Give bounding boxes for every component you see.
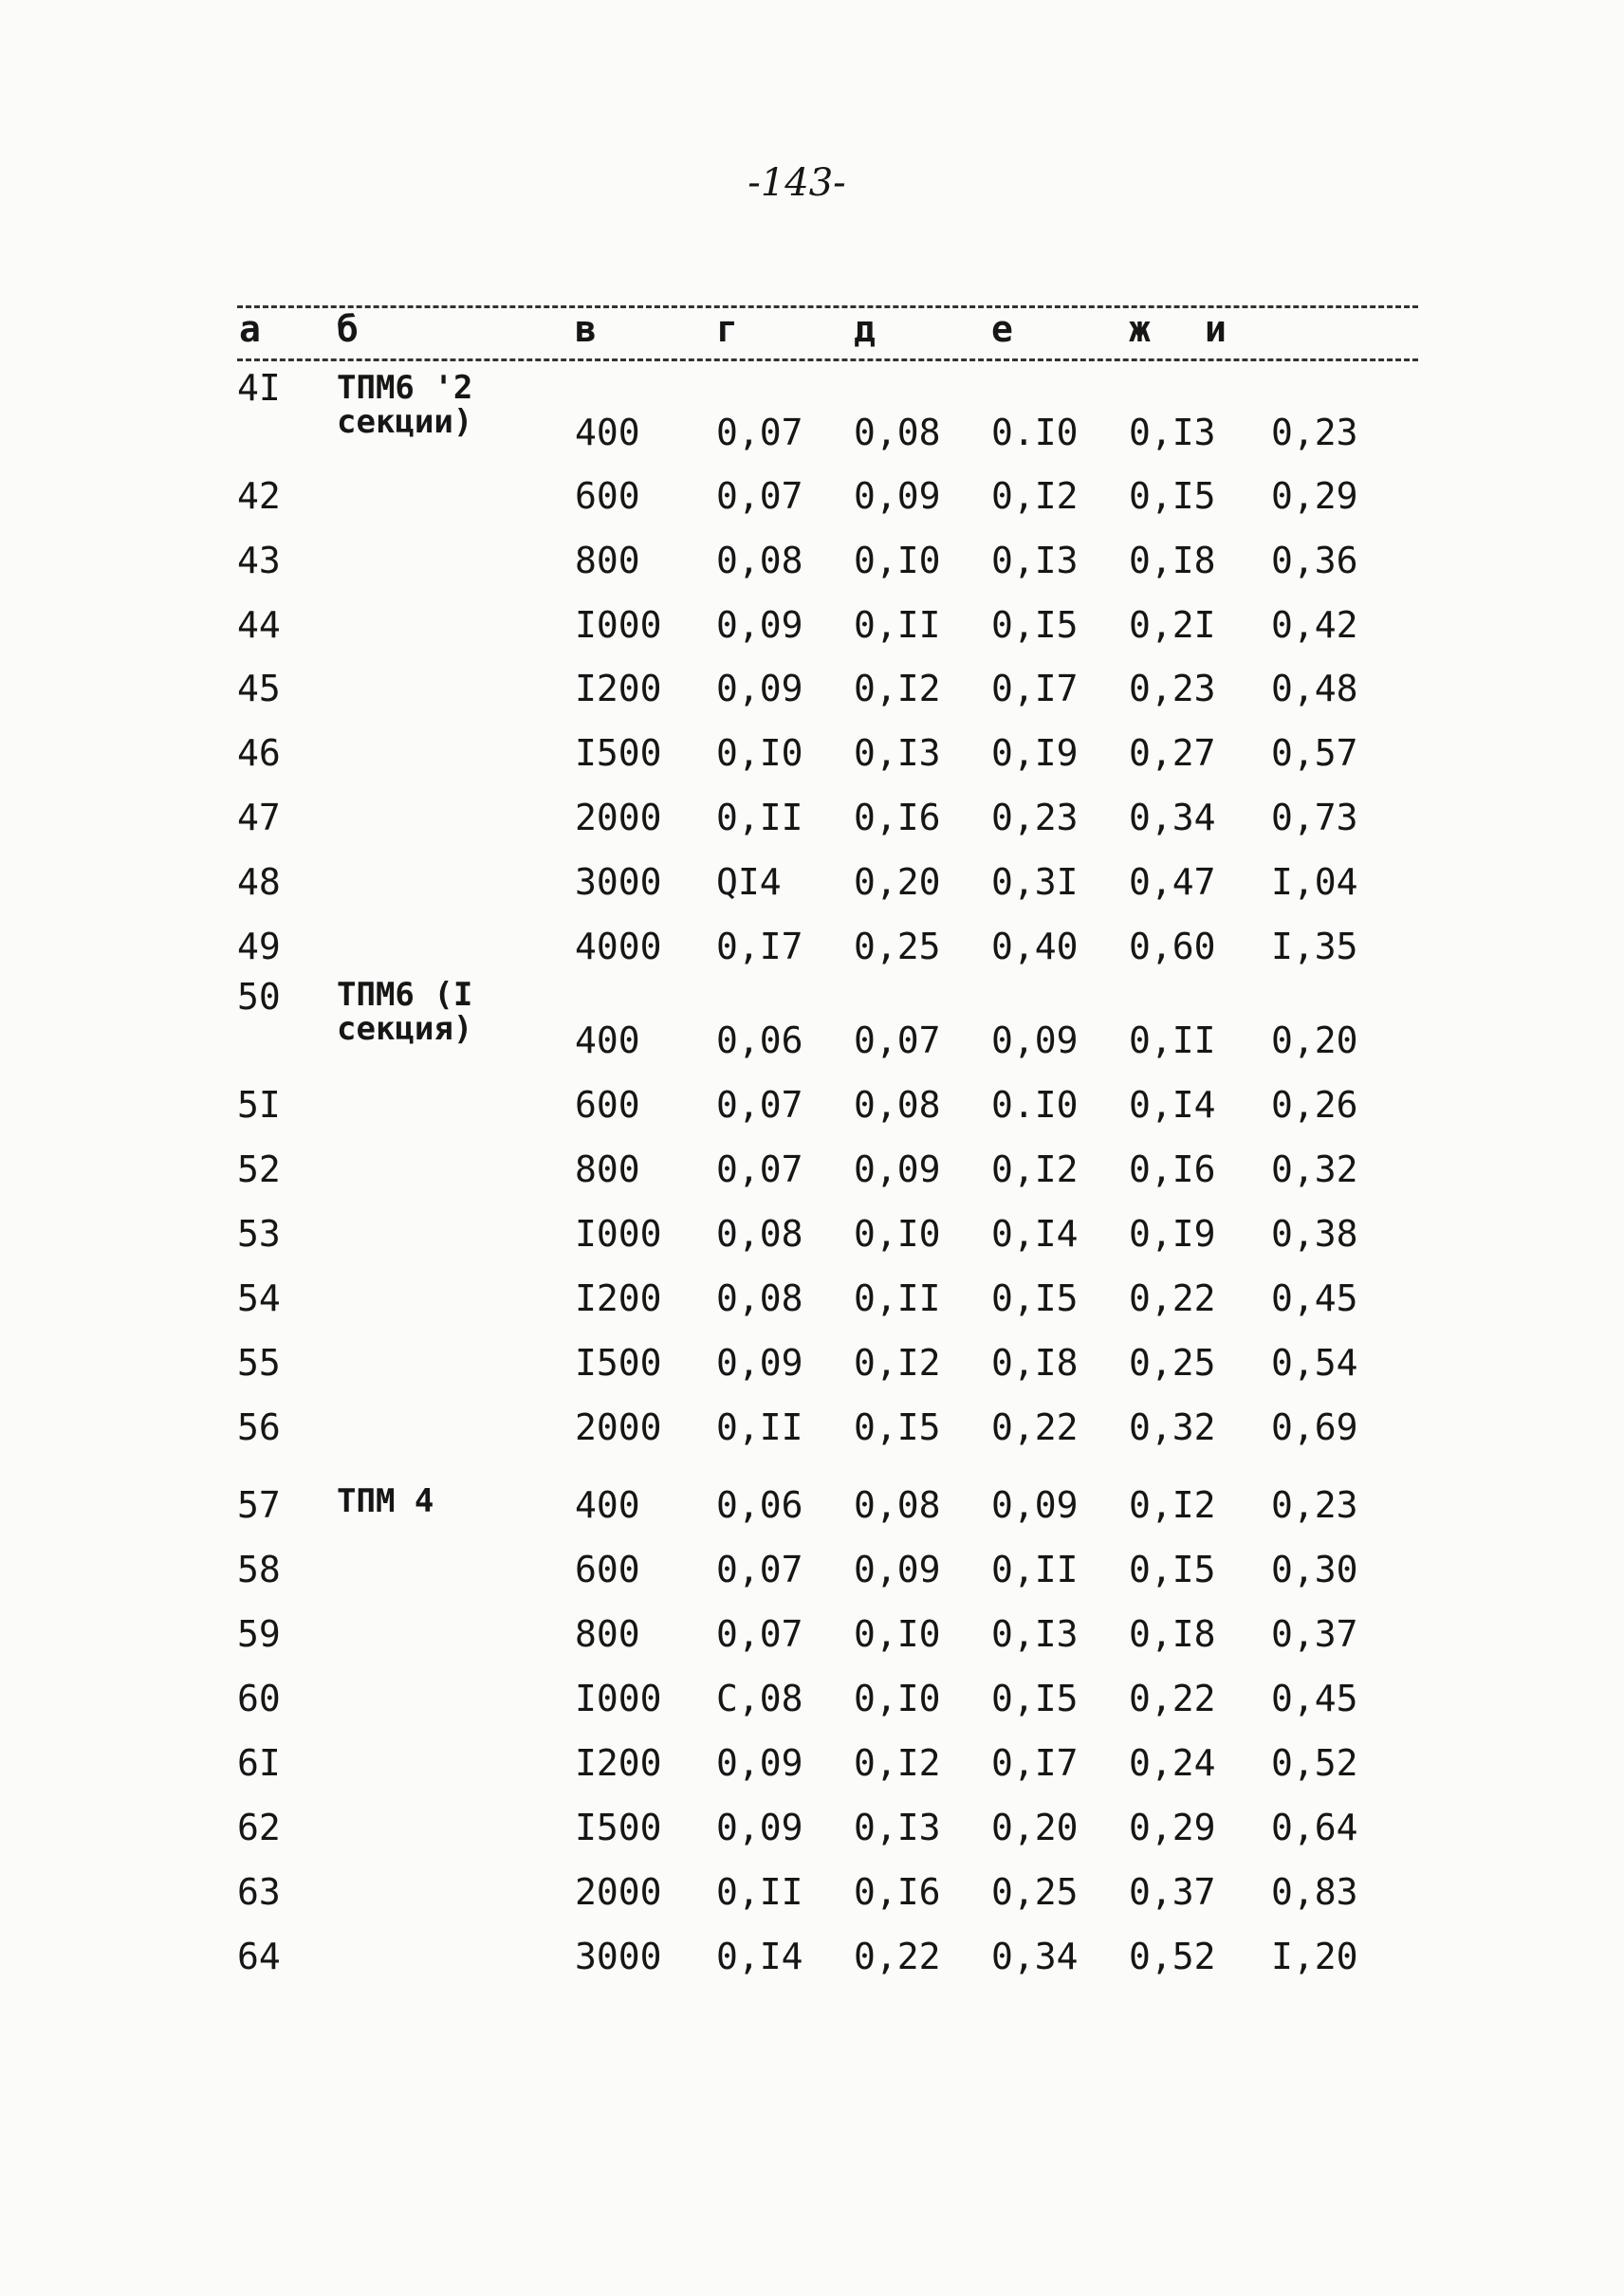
cell-zh: 0,23 xyxy=(1129,668,1216,709)
cell-d: 0,07 xyxy=(854,1019,941,1061)
cell-g: 0,07 xyxy=(716,1613,803,1655)
cell-d: 0,I5 xyxy=(854,1406,941,1448)
cell-zh: 0,22 xyxy=(1129,1277,1216,1319)
cell-a: 59 xyxy=(237,1613,281,1655)
cell-zh: 0,I9 xyxy=(1129,1213,1216,1255)
cell-zh: 0,34 xyxy=(1129,797,1216,838)
cell-i: 0,64 xyxy=(1271,1807,1358,1848)
cell-d: 0,II xyxy=(854,604,941,646)
cell-d: 0,I0 xyxy=(854,1213,941,1255)
cell-g: 0,06 xyxy=(716,1019,803,1061)
cell-e: 0,09 xyxy=(991,1484,1079,1526)
cell-i: 0,23 xyxy=(1271,1484,1358,1526)
cell-d: 0,09 xyxy=(854,1148,941,1190)
group-name-line1: ТПМ6 (I xyxy=(337,976,473,1014)
cell-v: I000 xyxy=(575,1678,662,1719)
cell-i: 0,29 xyxy=(1271,475,1358,517)
cell-a: 63 xyxy=(237,1871,281,1913)
cell-a: 48 xyxy=(237,861,281,903)
cell-g: 0,08 xyxy=(716,540,803,581)
cell-d: 0,08 xyxy=(854,1484,941,1526)
cell-a: 46 xyxy=(237,732,281,774)
cell-e: 0,I3 xyxy=(991,540,1079,581)
group-name-line2: секция) xyxy=(337,1010,473,1048)
cell-g: 0,07 xyxy=(716,1084,803,1126)
cell-zh: 0,I3 xyxy=(1129,412,1216,453)
cell-v: 800 xyxy=(575,1613,640,1655)
cell-zh: 0,25 xyxy=(1129,1342,1216,1384)
cell-e: 0,I5 xyxy=(991,604,1079,646)
cell-i: I,04 xyxy=(1271,861,1358,903)
header-bottom-rule xyxy=(237,358,1418,361)
group-name-line2: секции) xyxy=(337,403,473,441)
header-col-d: д xyxy=(854,308,876,350)
cell-v: 800 xyxy=(575,540,640,581)
cell-a: 5I xyxy=(237,1084,281,1126)
cell-i: 0,52 xyxy=(1271,1742,1358,1784)
cell-g: 0,09 xyxy=(716,604,803,646)
cell-a: 6I xyxy=(237,1742,281,1784)
cell-g: 0,07 xyxy=(716,475,803,517)
cell-a: 43 xyxy=(237,540,281,581)
cell-e: 0,I8 xyxy=(991,1342,1079,1384)
cell-d: 0,09 xyxy=(854,1549,941,1590)
cell-v: 600 xyxy=(575,1084,640,1126)
cell-v: I000 xyxy=(575,604,662,646)
cell-a: 53 xyxy=(237,1213,281,1255)
cell-d: 0,I2 xyxy=(854,1342,941,1384)
cell-a: 60 xyxy=(237,1678,281,1719)
cell-v: 2000 xyxy=(575,1406,662,1448)
cell-a: 62 xyxy=(237,1807,281,1848)
cell-g: 0,II xyxy=(716,1406,803,1448)
cell-i: 0,54 xyxy=(1271,1342,1358,1384)
cell-g: 0,08 xyxy=(716,1213,803,1255)
cell-i: I,20 xyxy=(1271,1936,1358,1977)
cell-d: 0,08 xyxy=(854,412,941,453)
cell-e: 0,34 xyxy=(991,1936,1079,1977)
cell-a: 55 xyxy=(237,1342,281,1384)
cell-g: 0,09 xyxy=(716,1342,803,1384)
cell-i: 0,38 xyxy=(1271,1213,1358,1255)
cell-d: 0,I0 xyxy=(854,540,941,581)
cell-a: 42 xyxy=(237,475,281,517)
cell-v: 600 xyxy=(575,475,640,517)
cell-d: 0,I6 xyxy=(854,797,941,838)
cell-i: 0,37 xyxy=(1271,1613,1358,1655)
cell-i: 0,83 xyxy=(1271,1871,1358,1913)
cell-g: 0,II xyxy=(716,1871,803,1913)
cell-zh: 0,I8 xyxy=(1129,1613,1216,1655)
cell-e: 0,II xyxy=(991,1549,1079,1590)
cell-a: 44 xyxy=(237,604,281,646)
header-col-v: в xyxy=(575,308,597,350)
cell-a: 50 xyxy=(237,976,281,1018)
cell-g: 0,07 xyxy=(716,412,803,453)
cell-d: 0,I3 xyxy=(854,1807,941,1848)
cell-d: 0,25 xyxy=(854,926,941,967)
cell-zh: 0,22 xyxy=(1129,1678,1216,1719)
cell-v: 800 xyxy=(575,1148,640,1190)
cell-d: 0,22 xyxy=(854,1936,941,1977)
cell-d: 0,I2 xyxy=(854,1742,941,1784)
cell-a: 52 xyxy=(237,1148,281,1190)
header-top-rule xyxy=(237,305,1418,308)
cell-i: 0,30 xyxy=(1271,1549,1358,1590)
cell-e: 0.I0 xyxy=(991,412,1079,453)
cell-g: 0,07 xyxy=(716,1549,803,1590)
cell-i: 0,69 xyxy=(1271,1406,1358,1448)
cell-e: 0,I7 xyxy=(991,668,1079,709)
cell-v: 400 xyxy=(575,412,640,453)
group-name-line1: ТПМ6 '2 xyxy=(337,369,473,407)
cell-g: 0,II xyxy=(716,797,803,838)
cell-zh: 0,II xyxy=(1129,1019,1216,1061)
cell-e: 0,I5 xyxy=(991,1678,1079,1719)
cell-d: 0,09 xyxy=(854,475,941,517)
cell-d: 0,I3 xyxy=(854,732,941,774)
cell-zh: 0,I8 xyxy=(1129,540,1216,581)
cell-i: 0,42 xyxy=(1271,604,1358,646)
cell-a: 4I xyxy=(237,367,281,409)
cell-zh: 0,29 xyxy=(1129,1807,1216,1848)
header-col-i: и xyxy=(1205,308,1227,350)
cell-v: 3000 xyxy=(575,861,662,903)
cell-zh: 0,I5 xyxy=(1129,475,1216,517)
cell-g: C,08 xyxy=(716,1678,803,1719)
cell-zh: 0,47 xyxy=(1129,861,1216,903)
cell-e: 0,I4 xyxy=(991,1213,1079,1255)
cell-g: QI4 xyxy=(716,861,782,903)
cell-i: 0,45 xyxy=(1271,1678,1358,1719)
cell-v: I200 xyxy=(575,1742,662,1784)
cell-a: 45 xyxy=(237,668,281,709)
cell-g: 0,09 xyxy=(716,1742,803,1784)
cell-g: 0,I0 xyxy=(716,732,803,774)
cell-v: I500 xyxy=(575,1807,662,1848)
cell-d: 0,I0 xyxy=(854,1678,941,1719)
cell-e: 0,I5 xyxy=(991,1277,1079,1319)
cell-zh: 0,2I xyxy=(1129,604,1216,646)
cell-i: 0,32 xyxy=(1271,1148,1358,1190)
cell-v: I200 xyxy=(575,668,662,709)
cell-d: 0,II xyxy=(854,1277,941,1319)
cell-v: I500 xyxy=(575,1342,662,1384)
header-col-a: а xyxy=(239,308,261,350)
cell-zh: 0,I4 xyxy=(1129,1084,1216,1126)
cell-i: 0,73 xyxy=(1271,797,1358,838)
cell-d: 0,08 xyxy=(854,1084,941,1126)
cell-v: I000 xyxy=(575,1213,662,1255)
cell-a: 54 xyxy=(237,1277,281,1319)
group-name-line1: ТПМ 4 xyxy=(337,1482,434,1520)
cell-g: 0,07 xyxy=(716,1148,803,1190)
cell-g: 0,I4 xyxy=(716,1936,803,1977)
cell-e: 0,23 xyxy=(991,797,1079,838)
cell-a: 49 xyxy=(237,926,281,967)
cell-v: 3000 xyxy=(575,1936,662,1977)
cell-e: 0,40 xyxy=(991,926,1079,967)
cell-zh: 0,37 xyxy=(1129,1871,1216,1913)
cell-d: 0,I6 xyxy=(854,1871,941,1913)
cell-v: 600 xyxy=(575,1549,640,1590)
cell-e: 0,I9 xyxy=(991,732,1079,774)
cell-i: 0,48 xyxy=(1271,668,1358,709)
cell-zh: 0,27 xyxy=(1129,732,1216,774)
cell-v: 2000 xyxy=(575,1871,662,1913)
cell-e: 0,25 xyxy=(991,1871,1079,1913)
cell-i: 0,45 xyxy=(1271,1277,1358,1319)
cell-e: 0,09 xyxy=(991,1019,1079,1061)
cell-i: 0,57 xyxy=(1271,732,1358,774)
cell-v: 2000 xyxy=(575,797,662,838)
header-col-e: е xyxy=(991,308,1013,350)
cell-a: 58 xyxy=(237,1549,281,1590)
cell-i: I,35 xyxy=(1271,926,1358,967)
cell-i: 0,36 xyxy=(1271,540,1358,581)
cell-a: 47 xyxy=(237,797,281,838)
cell-a: 64 xyxy=(237,1936,281,1977)
cell-v: 400 xyxy=(575,1019,640,1061)
cell-zh: 0,60 xyxy=(1129,926,1216,967)
cell-g: 0,06 xyxy=(716,1484,803,1526)
cell-g: 0,09 xyxy=(716,668,803,709)
cell-d: 0,20 xyxy=(854,861,941,903)
cell-g: 0,I7 xyxy=(716,926,803,967)
cell-zh: 0,24 xyxy=(1129,1742,1216,1784)
cell-a: 56 xyxy=(237,1406,281,1448)
cell-a: 57 xyxy=(237,1484,281,1526)
header-col-g: г xyxy=(716,308,738,350)
cell-e: 0,I3 xyxy=(991,1613,1079,1655)
cell-v: 400 xyxy=(575,1484,640,1526)
cell-e: 0,I2 xyxy=(991,475,1079,517)
cell-e: 0,20 xyxy=(991,1807,1079,1848)
cell-e: 0,22 xyxy=(991,1406,1079,1448)
cell-d: 0,I0 xyxy=(854,1613,941,1655)
cell-i: 0,20 xyxy=(1271,1019,1358,1061)
cell-i: 0,23 xyxy=(1271,412,1358,453)
cell-zh: 0,I2 xyxy=(1129,1484,1216,1526)
cell-v: I200 xyxy=(575,1277,662,1319)
cell-v: I500 xyxy=(575,732,662,774)
cell-e: 0,3I xyxy=(991,861,1079,903)
cell-i: 0,26 xyxy=(1271,1084,1358,1126)
header-col-zh: ж xyxy=(1129,308,1151,350)
cell-zh: 0,52 xyxy=(1129,1936,1216,1977)
cell-e: 0.I0 xyxy=(991,1084,1079,1126)
page-number: -143- xyxy=(747,161,846,205)
cell-zh: 0,I6 xyxy=(1129,1148,1216,1190)
cell-e: 0,I7 xyxy=(991,1742,1079,1784)
cell-zh: 0,I5 xyxy=(1129,1549,1216,1590)
header-col-b: б xyxy=(337,308,359,350)
cell-g: 0,09 xyxy=(716,1807,803,1848)
cell-v: 4000 xyxy=(575,926,662,967)
cell-g: 0,08 xyxy=(716,1277,803,1319)
cell-d: 0,I2 xyxy=(854,668,941,709)
cell-zh: 0,32 xyxy=(1129,1406,1216,1448)
cell-e: 0,I2 xyxy=(991,1148,1079,1190)
